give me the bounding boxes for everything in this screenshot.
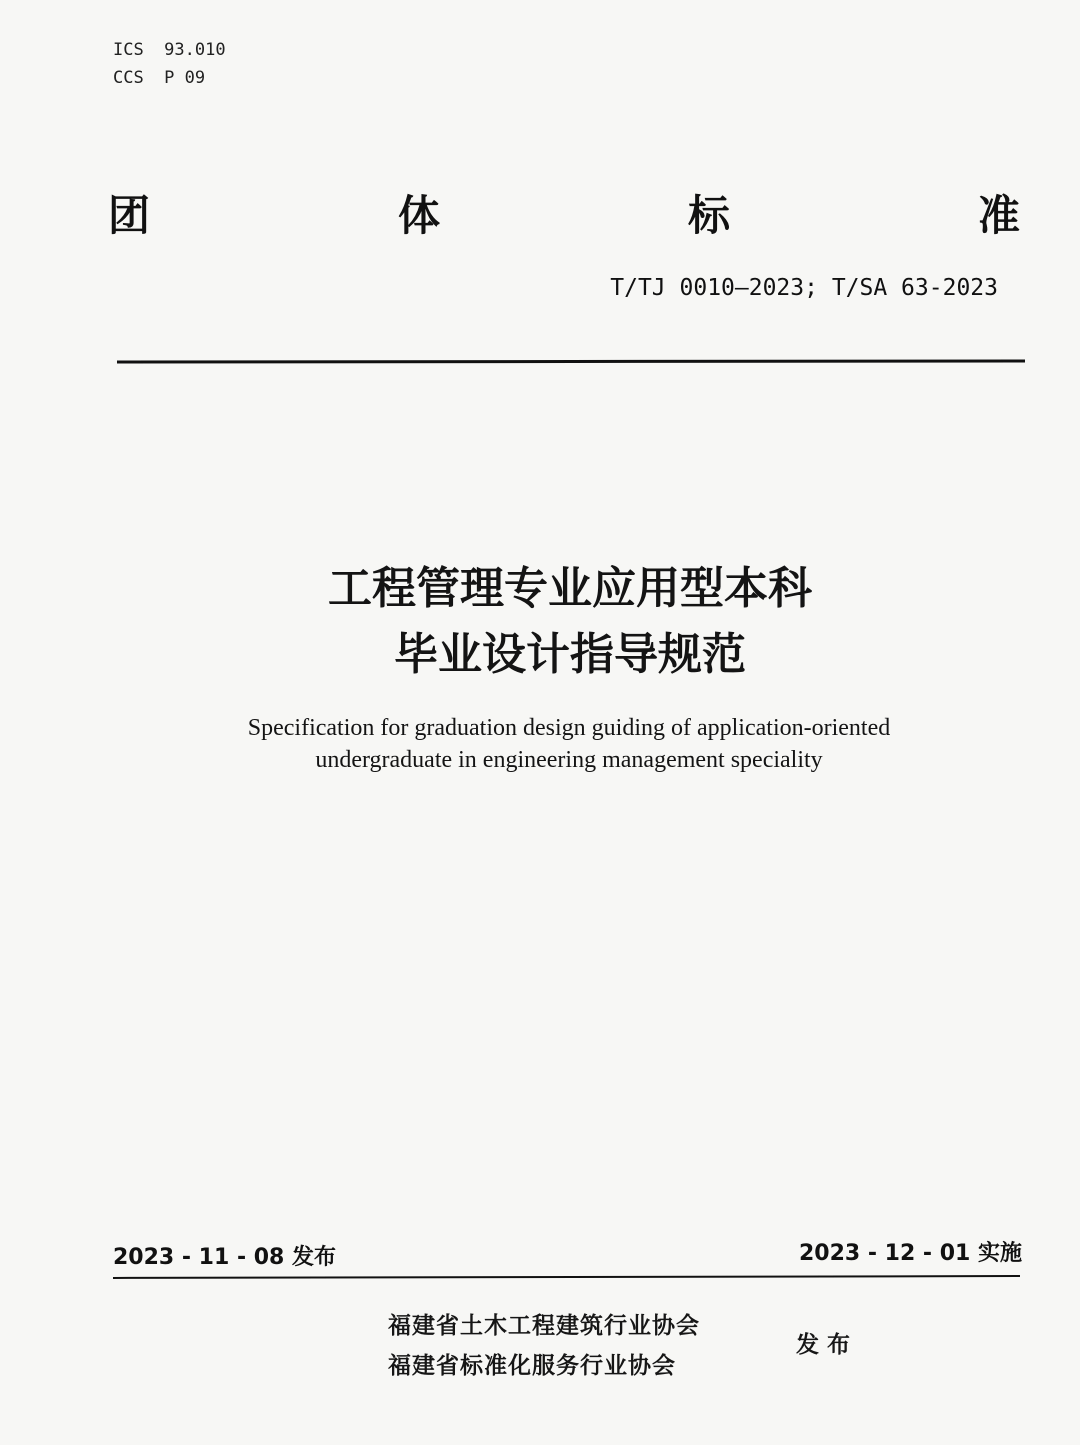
ccs-code: CCS P 09 [113, 68, 206, 88]
implementation-date: 2023 - 12 - 01 实施 [798, 1241, 1022, 1266]
publisher-2: 福建省标准化服务行业协会 [388, 1353, 676, 1379]
standard-type-char-3: 标 [687, 191, 730, 240]
publish-label: 发 布 [796, 1332, 851, 1358]
ics-code: ICS 93.010 [113, 40, 226, 60]
standard-numbers: T/TJ 0010—2023; T/SA 63-2023 [610, 275, 998, 301]
chinese-title-line-1: 工程管理专业应用型本科 [328, 563, 812, 614]
standard-type-heading [108, 188, 1020, 244]
english-title [0, 712, 1080, 776]
issue-date: 2023 - 11 - 08 发布 [113, 1245, 337, 1270]
chinese-title [0, 556, 1080, 688]
english-title-line-2: undergraduate in engineering management speciality [315, 747, 823, 773]
standard-type-char-4: 准 [977, 191, 1020, 240]
standard-type-char-1: 团 [108, 191, 151, 240]
english-title-line-1: Specification for graduation design guiding of application-oriented [247, 715, 891, 741]
chinese-title-line-2: 毕业设计指导规范 [394, 629, 746, 680]
publisher-list [388, 1306, 700, 1386]
top-divider [117, 360, 1025, 364]
standard-type-char-2: 体 [397, 191, 440, 240]
publisher-1: 福建省土木工程建筑行业协会 [388, 1313, 700, 1339]
classification-codes [113, 36, 226, 92]
bottom-divider [113, 1275, 1020, 1279]
